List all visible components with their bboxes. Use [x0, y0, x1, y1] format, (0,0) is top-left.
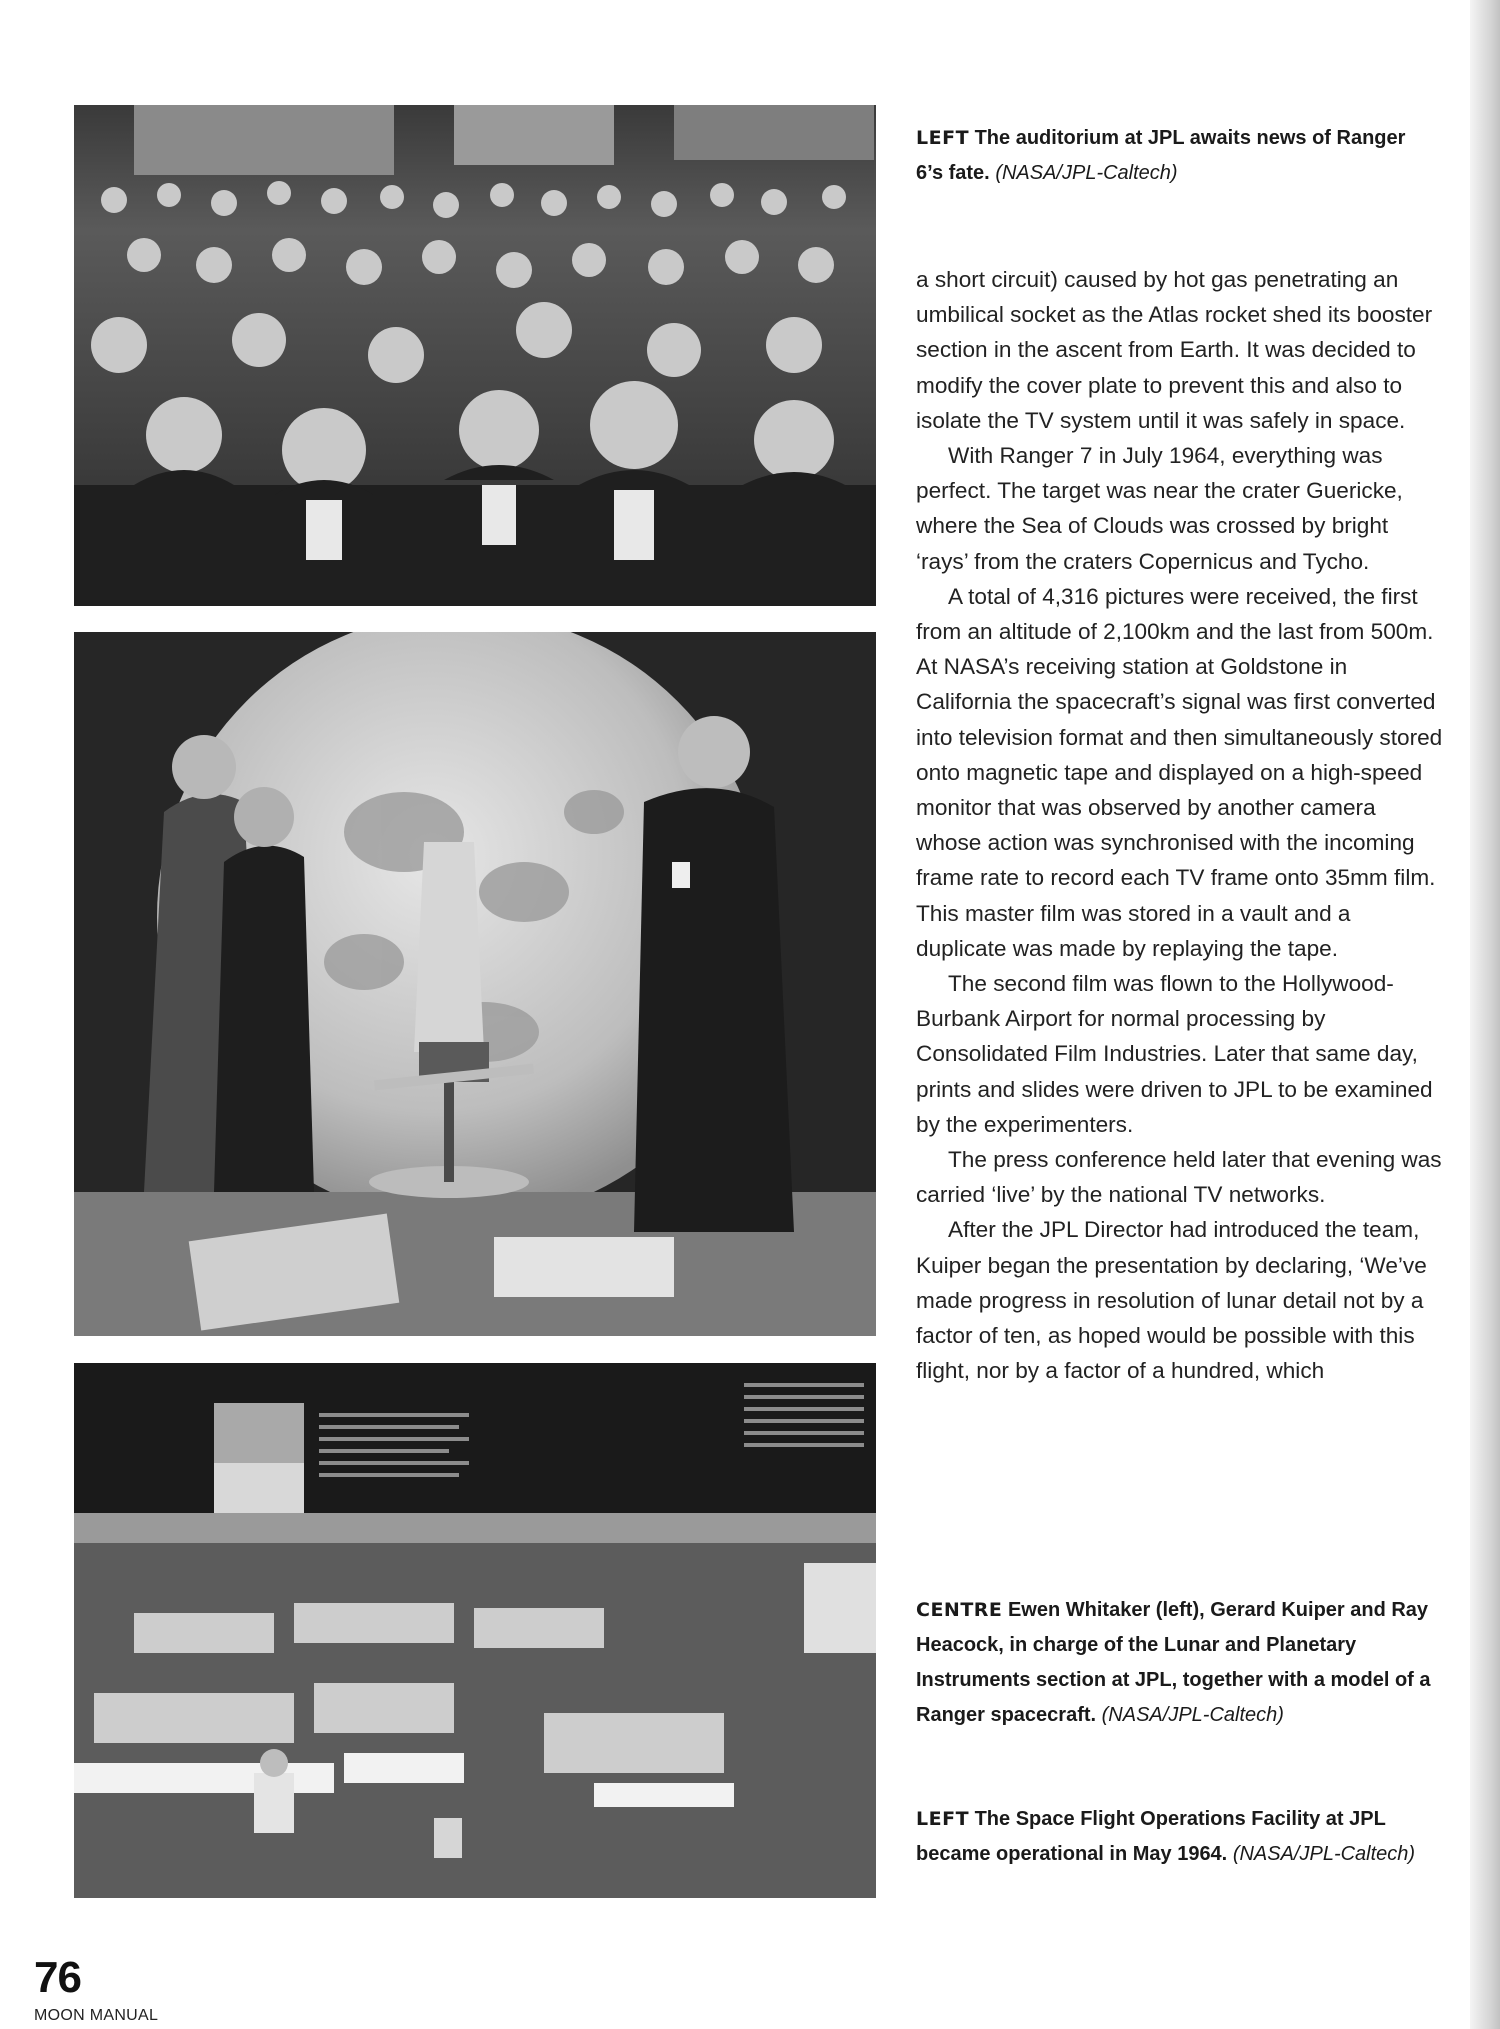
body-paragraph: a short circuit) caused by hot gas penetrating an umbilical socket as the Atlas rocket shed its booster section in the ascent from Earth. It was decided to modify the cover plate to prevent this and also to isolate the TV system until it was safely in space. — [916, 267, 1433, 433]
caption-text: The auditorium at JPL awaits news of Ranger 6’s fate. — [916, 127, 1406, 184]
control-room-photo — [74, 1363, 876, 1898]
control-room-illustration — [74, 1363, 876, 1898]
caption-auditorium — [916, 121, 1436, 191]
scan-edge-shadow — [1470, 0, 1500, 2029]
caption-lead: LEFT — [916, 1808, 970, 1830]
body-paragraph: With Ranger 7 in July 1964, everything was perfect. The target was near the crater Guericke, where the Sea of Clouds was crossed by bright ‘rays’ from the craters Copernicus and Tycho. — [916, 443, 1403, 574]
lunar-globe-photo — [74, 632, 876, 1336]
body-paragraph: The second film was flown to the Hollywood-Burbank Airport for normal processing by Consolidated Film Industries. Later that same day, prints and slides were driven to JPL to be examined by the experimenters. — [916, 971, 1433, 1137]
caption-credit: (NASA/JPL-Caltech) — [1101, 1704, 1284, 1726]
running-head: MOON MANUAL — [34, 2007, 159, 2024]
caption-globe — [916, 1593, 1436, 1733]
caption-lead: CENTRE — [916, 1599, 1003, 1621]
page-number: 76 — [34, 1953, 81, 2002]
body-paragraph: A total of 4,316 pictures were received, the first from an altitude of 2,100km and the last from 500m. At NASA’s receiving station at Goldstone in California the spacecraft’s signal was first converted into television format and then simultaneously stored onto magnetic tape and displayed on a high-speed monitor that was observed by another camera whose action was synchronised with the incoming frame rate to record each TV frame onto 35mm film. This master film was stored in a vault and a duplicate was made by replaying the tape. — [916, 583, 1443, 961]
article-body — [916, 262, 1446, 1389]
caption-credit: (NASA/JPL-Caltech) — [1232, 1843, 1416, 1865]
caption-lead: LEFT — [916, 127, 970, 149]
body-paragraph: After the JPL Director had introduced the team, Kuiper began the presentation by declaring, ‘We’ve made progress in resolution of lunar detail not by a factor of ten, as hoped would be possible with this flight, nor by a factor of a hundred, which — [916, 1217, 1427, 1384]
body-paragraph: The press conference held later that evening was carried ‘live’ by the national TV networks. — [916, 1147, 1442, 1208]
lunar-globe-illustration — [74, 632, 876, 1336]
auditorium-photo — [74, 105, 876, 606]
caption-credit: (NASA/JPL-Caltech) — [995, 162, 1178, 184]
caption-control-room — [916, 1802, 1436, 1872]
auditorium-illustration — [74, 105, 876, 606]
caption-text: Ewen Whitaker (left), Gerard Kuiper and Ray Heacock, in charge of the Lunar and Planetary Instruments section at JPL, together with a model of a Ranger spacecraft. — [916, 1599, 1431, 1726]
caption-text: The Space Flight Operations Facility at JPL became operational in May 1964. — [916, 1808, 1386, 1865]
